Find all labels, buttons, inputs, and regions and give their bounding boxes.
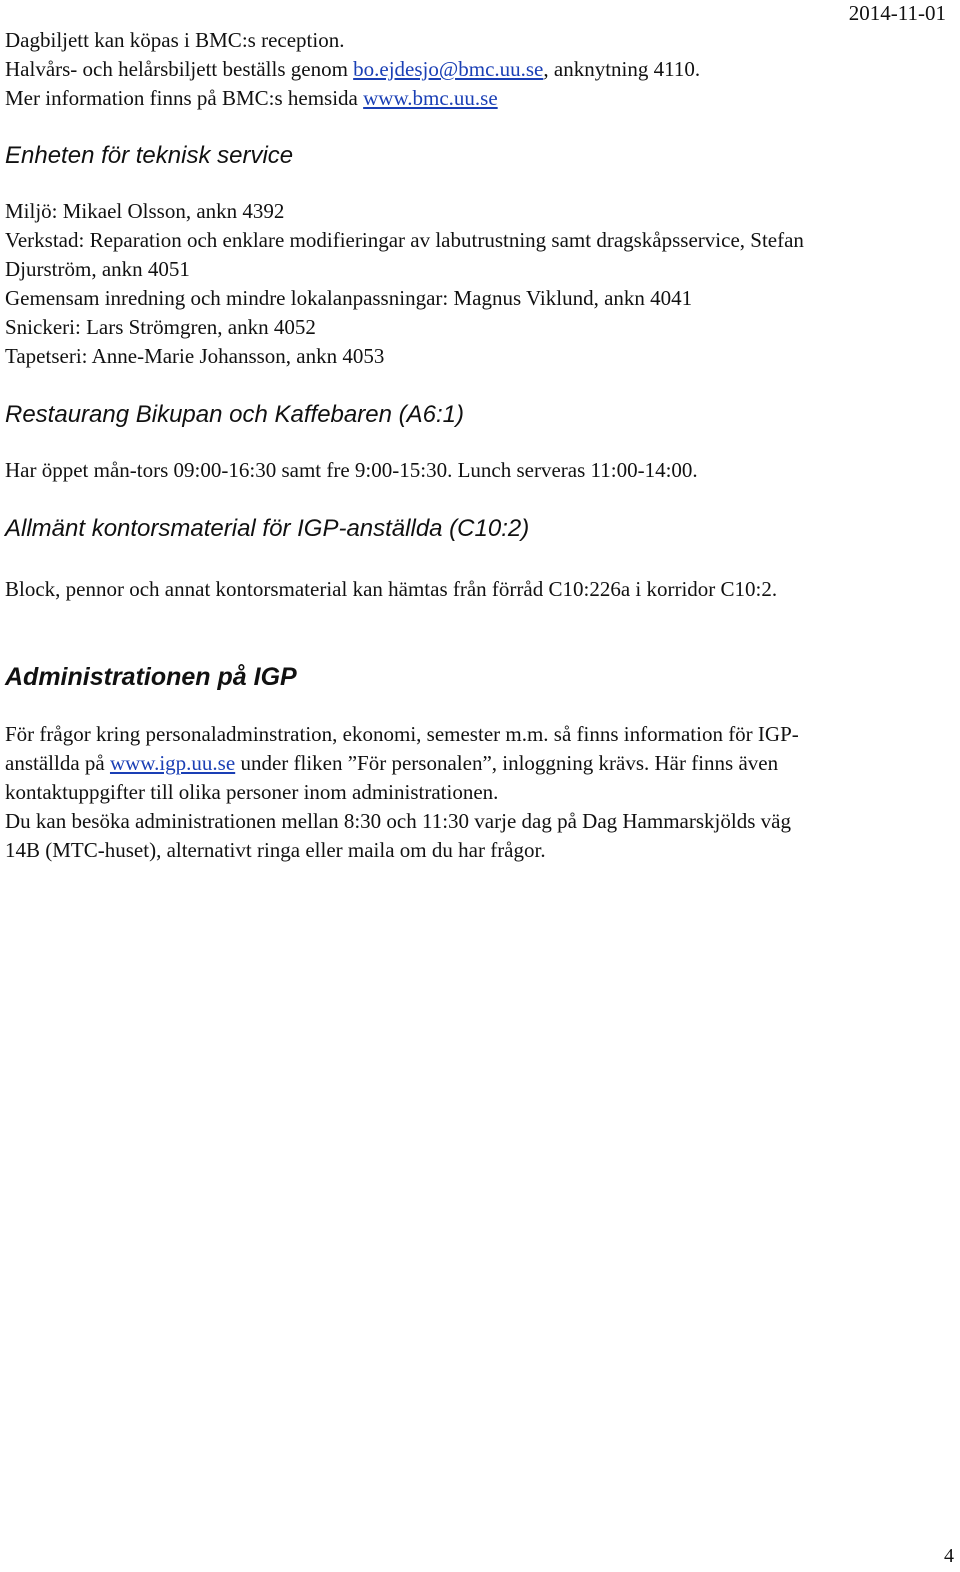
teknisk-line-5: Snickeri: Lars Strömgren, ankn 4052 [5,315,316,339]
intro-line-2-prefix: Halvårs- och helårsbiljett beställs genom [5,57,354,81]
page-number: 4 [944,1545,954,1567]
admin-line-2 [5,749,778,778]
document-date: 2014-11-01 [848,1,946,25]
intro-line-3-prefix: Mer information finns på BMC:s hemsida [5,86,364,110]
admin-line-4: Du kan besöka administrationen mellan 8:30 och 11:30 varje dag på Dag Hammarskjölds väg [5,809,791,833]
admin-line-2-prefix: anställda på [5,751,110,775]
teknisk-line-2: Verkstad: Reparation och enklare modifieringar av labutrustning samt dragskåpsservice, Stefan [5,228,804,252]
teknisk-line-3: Djurström, ankn 4051 [5,257,190,281]
intro-line-1: Dagbiljett kan köpas i BMC:s reception. [5,28,345,52]
bmc-website-link[interactable]: www.bmc.uu.se [363,86,498,110]
restaurang-heading: Restaurang Bikupan och Kaffebaren (A6:1) [5,401,464,428]
admin-line-1: För frågor kring personaladminstration, ekonomi, semester m.m. så finns information för IGP- [5,722,799,746]
email-link[interactable]: bo.ejdesjo@bmc.uu.se [353,57,544,81]
intro-line-2-suffix: , anknytning 4110. [543,57,701,81]
restaurang-line-1: Har öppet mån-tors 09:00-16:30 samt fre 9:00-15:30. Lunch serveras 11:00-14:00. [5,458,698,482]
intro-line-3 [5,84,498,113]
admin-line-5: 14B (MTC-huset), alternativt ringa eller maila om du har frågor. [5,838,546,862]
teknisk-line-1: Miljö: Mikael Olsson, ankn 4392 [5,199,285,223]
teknisk-heading: Enheten för teknisk service [5,142,294,169]
intro-line-2 [5,55,700,84]
kontor-heading: Allmänt kontorsmaterial för IGP-anställda (C10:2) [5,515,530,542]
admin-line-2-suffix: under fliken ”För personalen”, inloggning krävs. Här finns även [235,751,779,775]
admin-line-3: kontaktuppgifter till olika personer inom administrationen. [5,780,499,804]
kontor-line-1: Block, pennor och annat kontorsmaterial kan hämtas från förråd C10:226a i korridor C10:2. [5,577,778,601]
teknisk-line-6: Tapetseri: Anne-Marie Johansson, ankn 4053 [5,344,385,368]
igp-website-link[interactable]: www.igp.uu.se [109,751,236,775]
teknisk-line-4: Gemensam inredning och mindre lokalanpassningar: Magnus Viklund, ankn 4041 [5,286,693,310]
admin-heading: Administrationen på IGP [5,663,297,691]
